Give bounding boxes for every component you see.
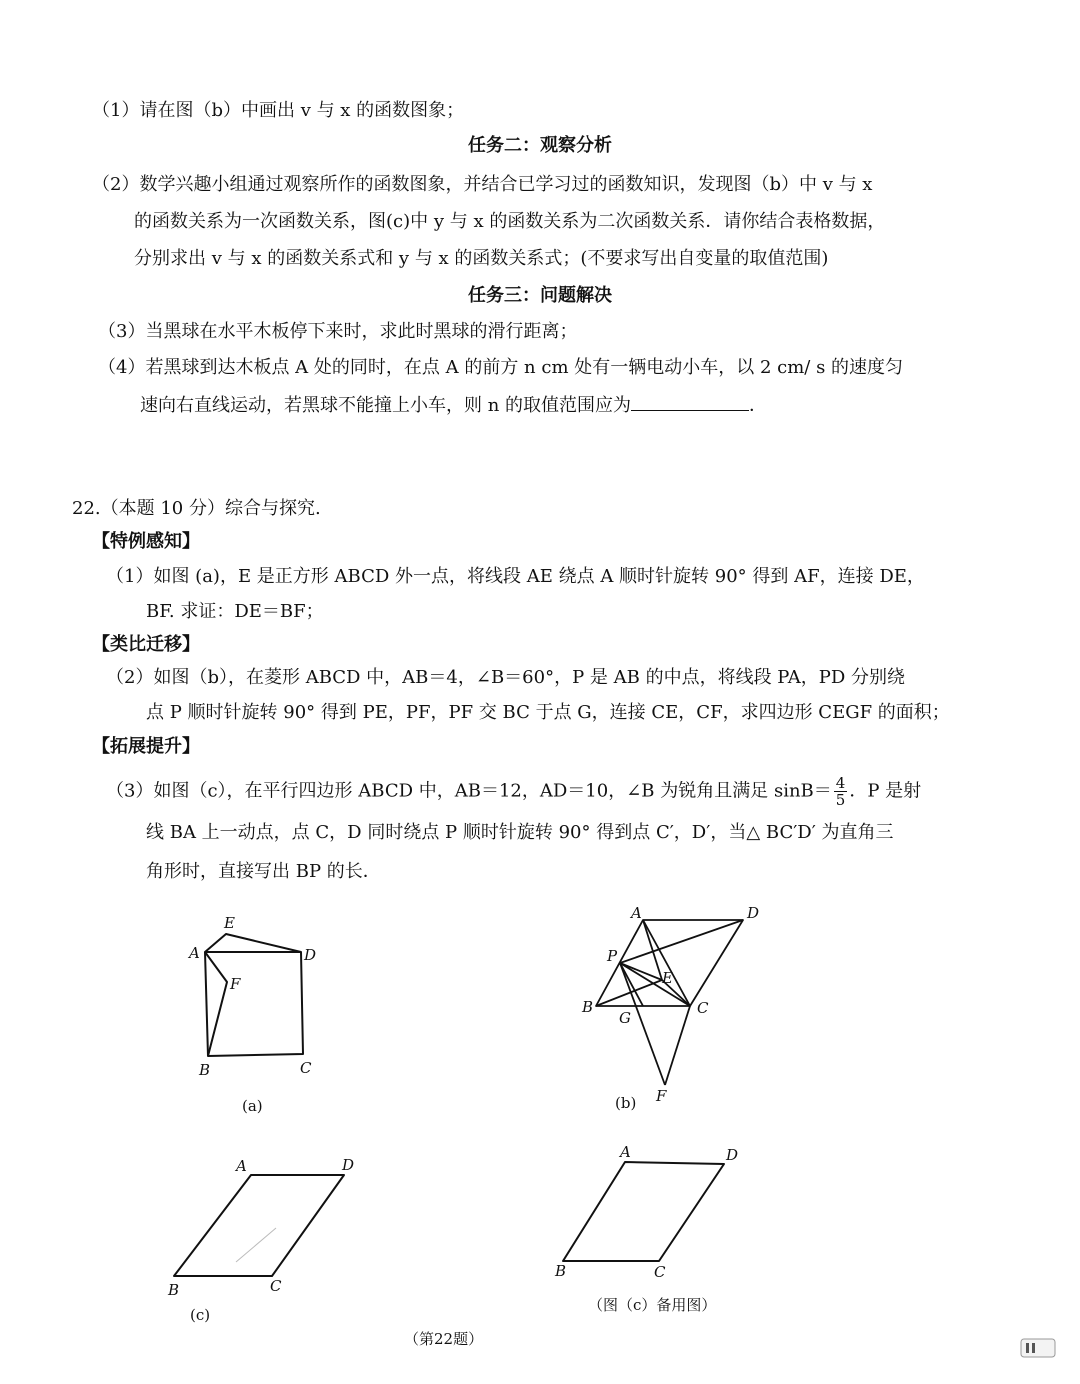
q22-part3-line1b: ．P 是射 <box>849 780 922 802</box>
figure-d-label-b: B <box>555 1262 567 1280</box>
figure-b-cf <box>665 1006 690 1085</box>
q22-title: 22.（本题 10 分）综合与探究. <box>72 498 321 519</box>
q22-part1-line1: （1）如图 (a)，E 是正方形 ABCD 外一点，将线段 AE 绕点 A 顺时针旋转 90° 得到 AF，连接 DE， <box>106 566 925 587</box>
figure-c-label-a: A <box>236 1157 247 1175</box>
q22-part3-line3: 角形时，直接写出 BP 的长． <box>146 861 381 882</box>
figure-d-label-a: A <box>620 1143 631 1161</box>
figure-a-label-a: A <box>189 944 200 962</box>
figure-a-label-f: F <box>230 975 241 993</box>
figure-b-label-d: D <box>747 904 760 922</box>
figure-b-label-b: B <box>582 998 594 1016</box>
question-3-text: （3）当黑球在水平木板停下来时，求此时黑球的滑行距离； <box>98 321 578 342</box>
figure-d-caption: （图（c）备用图） <box>588 1296 717 1314</box>
q22-part2-line2: 点 P 顺时针旋转 90° 得到 PE，PF，PF 交 BC 于点 G，连接 CE，CF，求四边形 CEGF 的面积； <box>146 702 950 723</box>
figure-b-label-a: A <box>631 904 642 922</box>
figure-a-label-d: D <box>304 946 317 964</box>
figure-c-parallelogram <box>174 1175 344 1276</box>
figure-c-faint-mark <box>236 1228 276 1262</box>
question-2-line1: （2）数学兴趣小组通过观察所作的函数图象，并结合已学习过的函数知识，发现图（b）中 v 与 x <box>92 174 873 195</box>
figure-b-caption: (b) <box>615 1094 637 1112</box>
q22-section-3: 【拓展提升】 <box>92 736 200 757</box>
figure-c <box>174 1175 344 1276</box>
question-4-end: ． <box>749 395 768 416</box>
figure-a-triangle-ade <box>205 934 301 952</box>
figure-d-label-c: C <box>654 1263 666 1281</box>
figure-d <box>563 1162 724 1261</box>
question-1-text: （1）请在图（b）中画出 v 与 x 的函数图象； <box>92 100 465 121</box>
question-4-line2-text: 速向右直线运动，若黑球不能撞上小车，则 n 的取值范围应为 <box>140 395 632 416</box>
figure-footer: （第22题） <box>404 1330 484 1348</box>
figure-b-label-c: C <box>697 999 709 1017</box>
figure-b-pe <box>620 963 662 980</box>
task2-heading: 任务二：观察分析 <box>468 135 612 156</box>
fraction-numerator: 4 <box>835 774 846 792</box>
figure-c-caption: (c) <box>190 1306 211 1324</box>
figure-c-label-b: B <box>168 1281 180 1299</box>
q22-part1-line2: BF. 求证：DE＝BF； <box>146 601 324 622</box>
q22-section-1: 【特例感知】 <box>92 531 200 552</box>
figure-b-ac <box>643 920 690 1006</box>
figure-d-parallelogram <box>563 1162 724 1261</box>
q22-section-2: 【类比迁移】 <box>92 634 200 655</box>
q22-part3-line1a: （3）如图（c），在平行四边形 ABCD 中，AB＝12，AD＝10，∠B 为锐角且满足 sinB＝ <box>106 780 832 802</box>
figure-c-label-c: C <box>270 1277 282 1295</box>
figure-b-label-p: P <box>607 947 618 965</box>
q22-part3-line2: 线 BA 上一动点，点 C，D 同时绕点 P 顺时针旋转 90° 得到点 C′，D′，当△ BC′D′ 为直角三 <box>146 822 894 843</box>
question-2-line3: 分别求出 v 与 x 的函数关系式和 y 与 x 的函数关系式；(不要求写出自变量的取值范围) <box>134 248 829 269</box>
scroll-toggle-icon[interactable] <box>1020 1338 1056 1358</box>
figure-d-label-d: D <box>726 1146 739 1164</box>
q22-part2-line1: （2）如图（b），在菱形 ABCD 中，AB＝4，∠B＝60°，P 是 AB 的中点，将线段 PA，PD 分别绕 <box>106 667 906 688</box>
question-2-line2: 的函数关系为一次函数关系，图(c)中 y 与 x 的函数关系为二次函数关系．请你结合表格数据， <box>134 211 886 232</box>
figure-a-caption: (a) <box>242 1097 263 1115</box>
figure-b-label-f: F <box>656 1087 667 1105</box>
figure-c-label-d: D <box>342 1156 355 1174</box>
figure-b <box>596 920 743 1085</box>
question-4-line1: （4）若黑球到达木板点 A 处的同时，在点 A 的前方 n cm 处有一辆电动小车，以 2 cm/ s 的速度匀 <box>98 357 904 378</box>
figure-a <box>205 934 303 1056</box>
figure-a-label-c: C <box>300 1059 312 1077</box>
figure-b-label-e: E <box>662 969 673 987</box>
task3-heading: 任务三：问题解决 <box>468 285 612 306</box>
figure-b-be <box>596 980 662 1006</box>
fraction-denominator: 5 <box>835 791 846 809</box>
figure-b-label-g: G <box>619 1009 631 1027</box>
figure-a-square <box>205 952 303 1056</box>
figure-a-label-b: B <box>199 1061 211 1079</box>
figure-a-label-e: E <box>224 914 235 932</box>
